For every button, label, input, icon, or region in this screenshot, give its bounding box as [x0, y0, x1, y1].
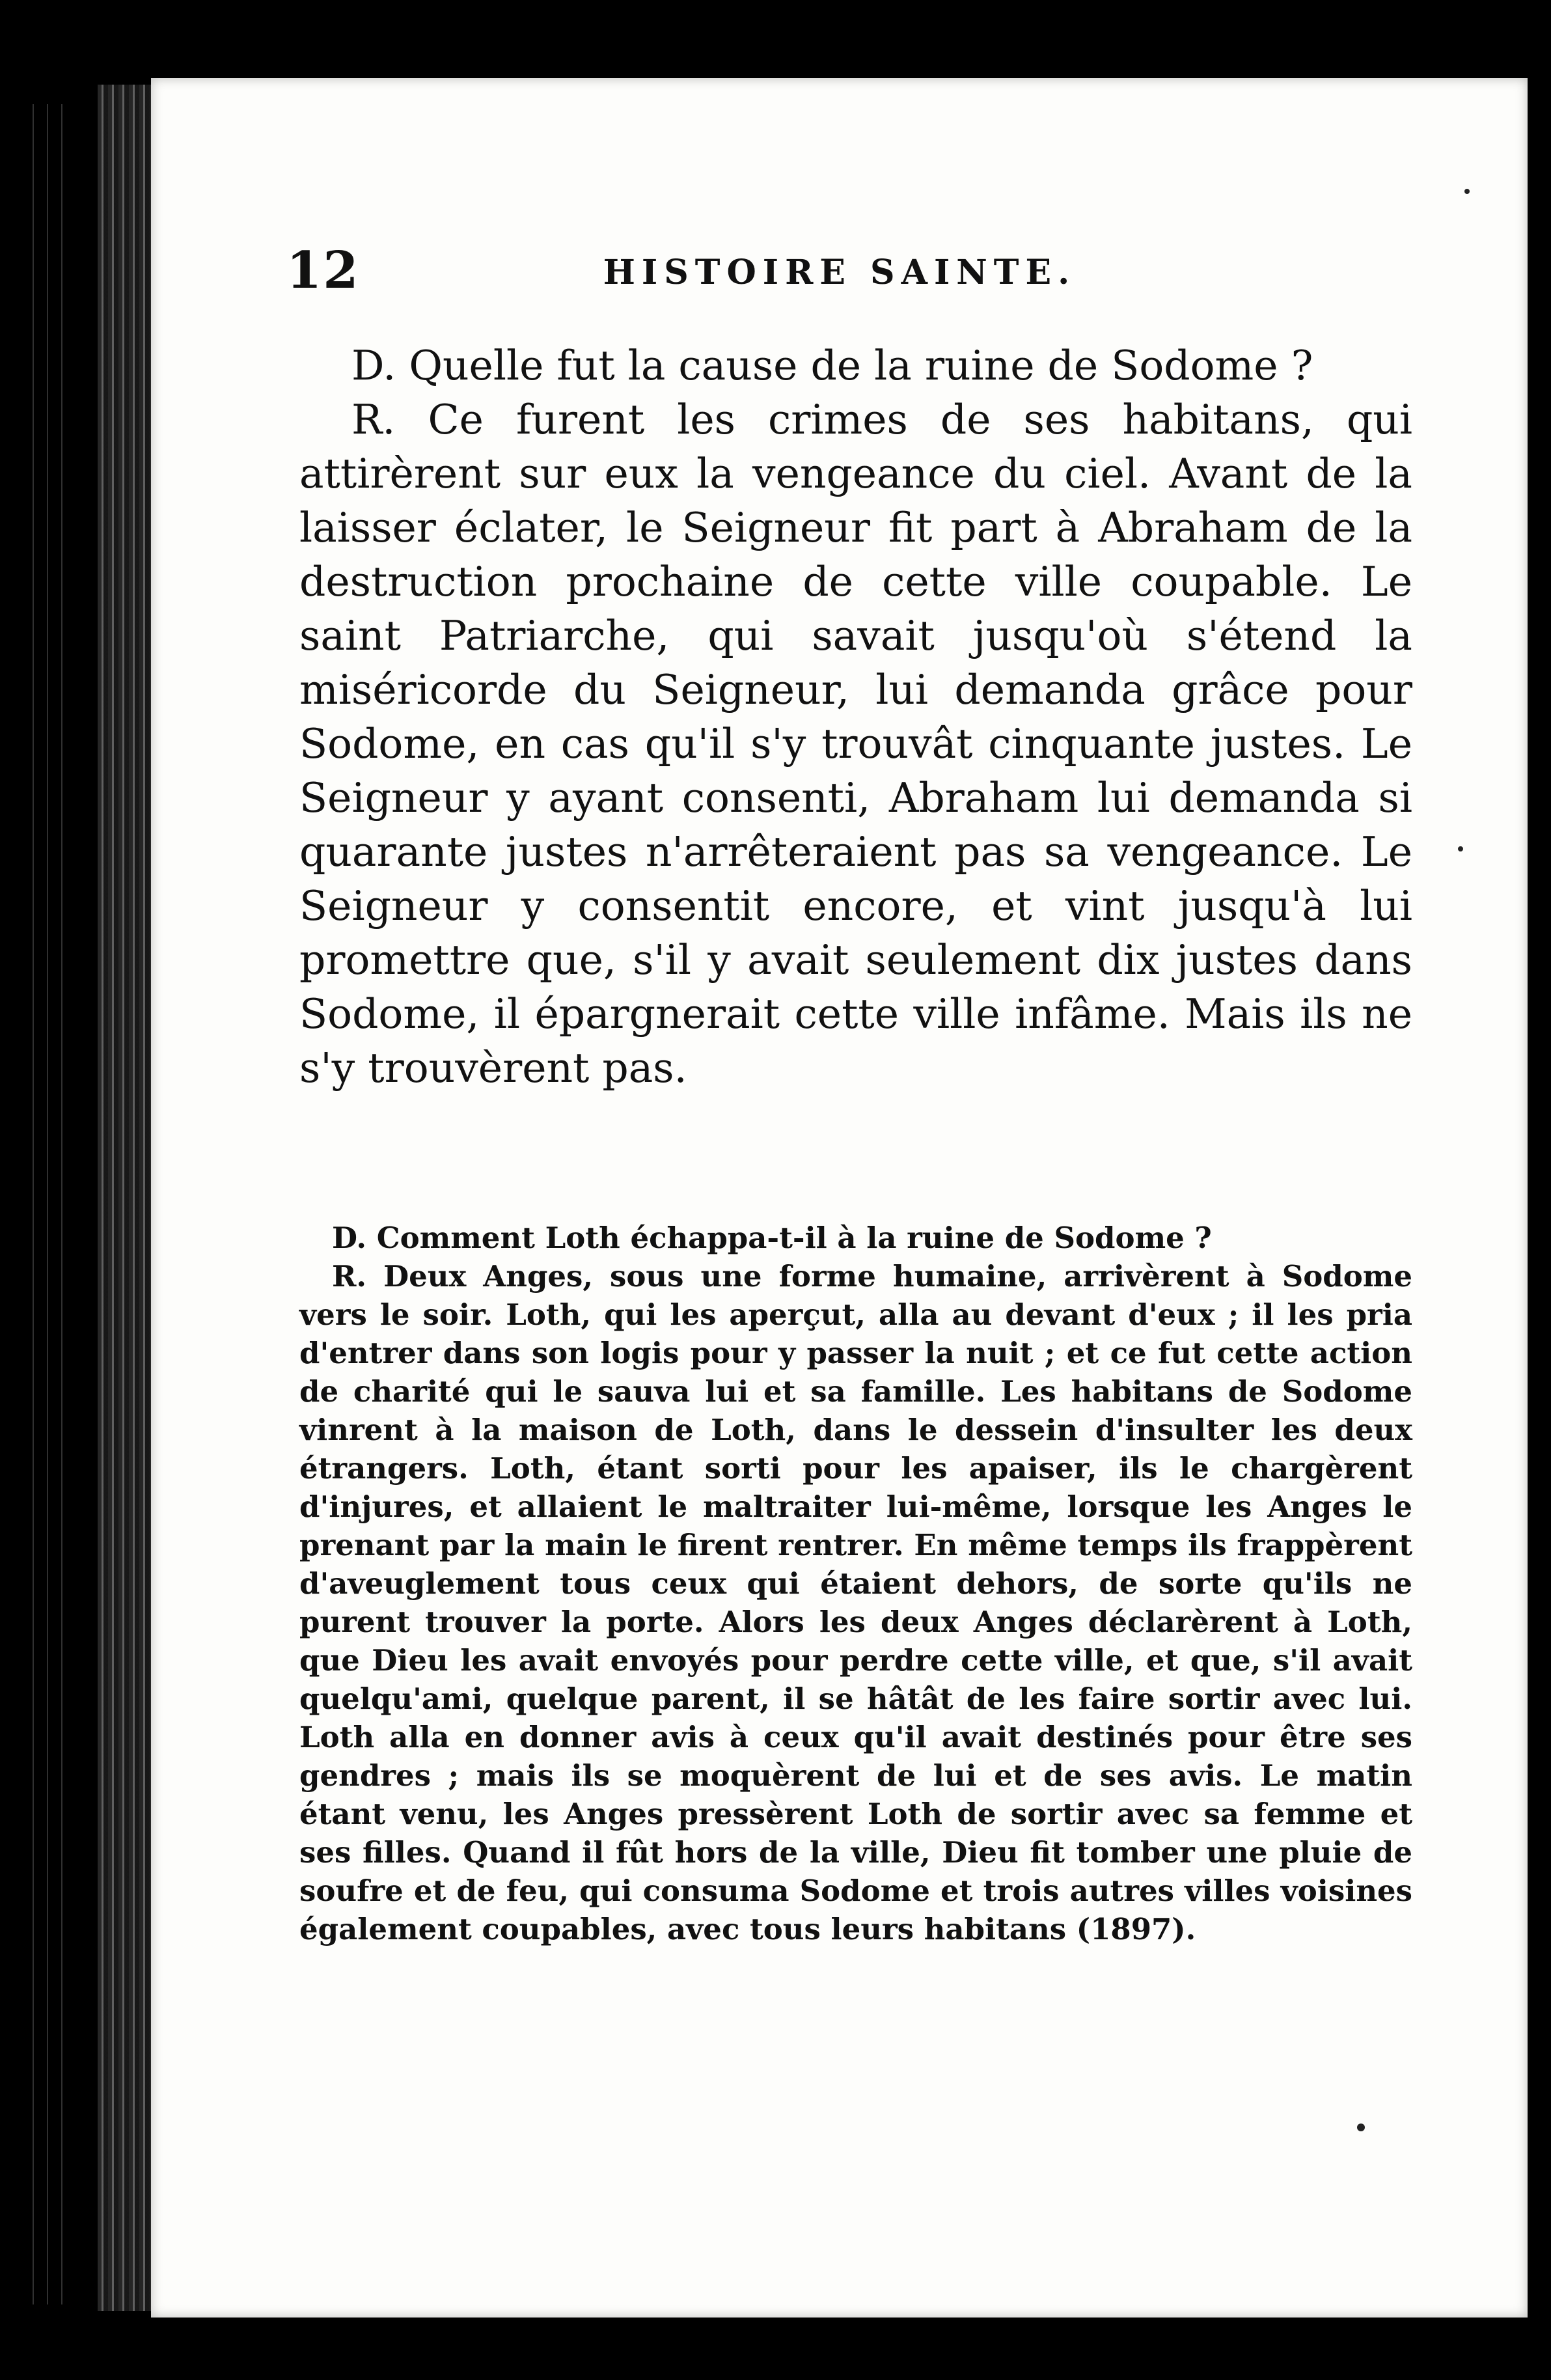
- answer-2: R. Deux Anges, sous une forme humaine, arrivèrent à Sodome vers le soir. Loth, qui les aperçut, alla au devant d'eux ; il les pria d'entrer dans son logis pour y passer la nuit ; et ce fut cette action de charité qui le sauva lui et sa famille. Les habitans de Sodome vinrent à la maison de Loth, dans le dessein d'insulter les deux étrangers. Loth, étant sorti pour les apaiser, ils le chargèrent d'injures, et allaient le maltraiter lui-même, lorsque les Anges le prenant par la main le firent rentrer. En même temps ils frappèrent d'aveuglement tous ceux qui étaient dehors, de sorte qu'ils ne purent trouver la porte. Alors les deux Anges déclarèrent à Loth, que Dieu les avait envoyés pour perdre cette ville, et que, s'il avait quelqu'ami, quelque parent, il se hâtât de les faire sortir avec lui. Loth alla en donner avis à ceux qu'il avait destinés pour être ses gendres ; mais ils se moquèrent de lui et de ses avis. Le matin étant venu, les Anges pressèrent Loth de sortir avec sa femme et ses filles. Quand il fût hors de la ville, Dieu fit tomber une pluie de soufre et de feu, qui consuma Sodome et trois autres villes voisines également coupables, avec tous leurs habitans (1897).: [299, 1259, 1412, 1946]
- page-header: [286, 241, 1393, 299]
- binding-edge-outer: [26, 104, 65, 2304]
- ink-speck: [1464, 189, 1470, 194]
- binding-edge: [98, 85, 156, 2311]
- ink-speck: [1458, 846, 1463, 851]
- main-text-block: [299, 339, 1412, 1095]
- secondary-text-block: [299, 1219, 1412, 1948]
- page-number: 12: [286, 241, 360, 300]
- answer-1: R. Ce furent les crimes de ses habitans, qui attirèrent sur eux la vengeance du ciel. Avant de la laisser éclater, le Seigneur fit part à Abraham de la destruction prochaine de cette ville coupable. Le saint Patriarche, qui savait jusqu'où s'étend la miséricorde du Seigneur, lui demanda grâce pour Sodome, en cas qu'il s'y trouvât cinquante justes. Le Seigneur y ayant consenti, Abraham lui demanda si quarante justes n'arrêteraient pas sa vengeance. Le Seigneur y consentit encore, et vint jusqu'à lui promettre que, s'il y avait seulement dix justes dans Sodome, il épargnerait cette ville infâme. Mais ils ne s'y trouvèrent pas.: [299, 396, 1412, 1092]
- question-2: D. Comment Loth échappa-t-il à la ruine de Sodome ?: [332, 1221, 1212, 1255]
- ink-speck: [1357, 2124, 1365, 2131]
- question-1: D. Quelle fut la cause de la ruine de Sodome ?: [351, 342, 1313, 389]
- running-title: HISTOIRE SAINTE.: [603, 253, 1077, 292]
